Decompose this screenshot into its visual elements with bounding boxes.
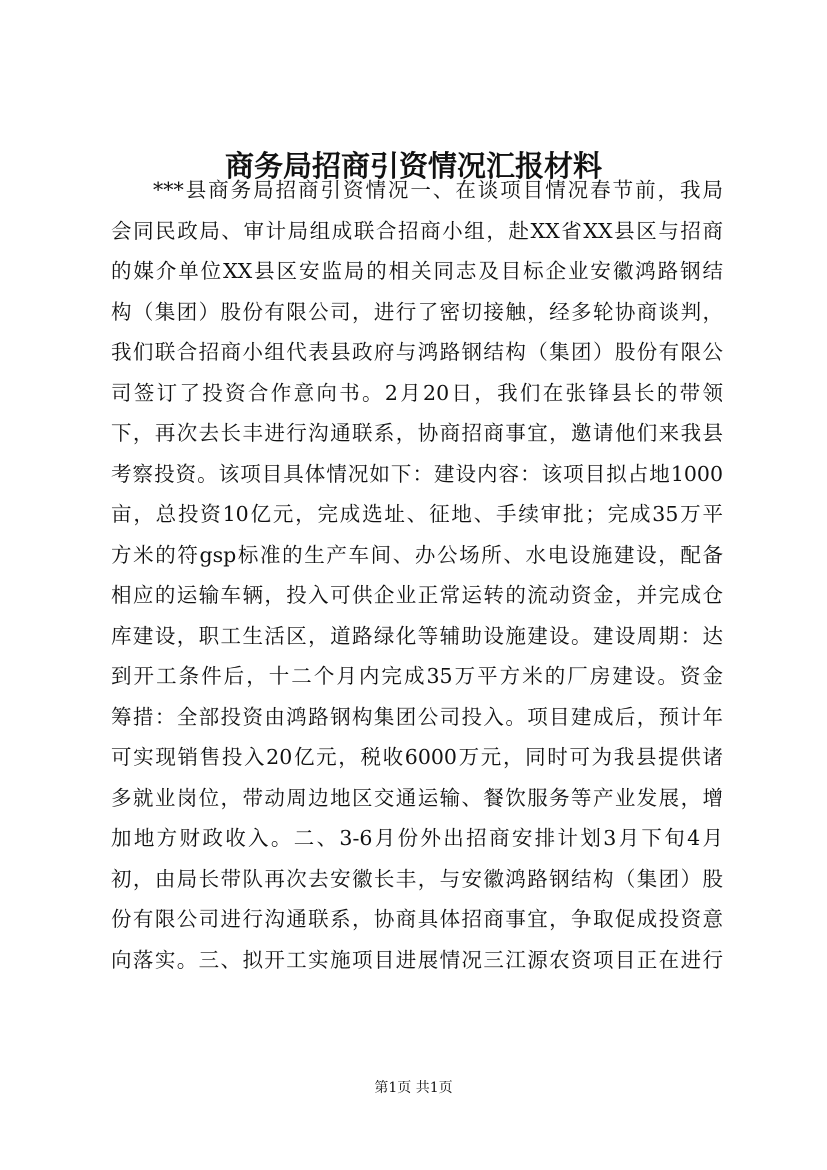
body-line: 向落实。三、拟开工实施项目进展情况三江源农资项目正在进行 — [111, 947, 723, 972]
body-line: 我们联合招商小组代表县政府与鸿路钢结构（集团）股份有限公 — [111, 340, 723, 364]
body-line: 初，由局长带队再次去安徽长丰，与安徽鸿路钢结构（集团）股 — [111, 866, 723, 891]
body-line: 亩，总投资10亿元，完成选址、征地、手续审批；完成35万平 — [111, 502, 723, 526]
document-body — [111, 170, 723, 980]
body-line: 到开工条件后，十二个月内完成35万平方米的厂房建设。资金 — [111, 664, 723, 688]
body-line: 多就业岗位，带动周边地区交通运输、餐饮服务等产业发展，增 — [111, 785, 723, 810]
body-line: 相应的运输车辆，投入可供企业正常运转的流动资金，并完成仓 — [111, 583, 723, 607]
body-line: 构（集团）股份有限公司，进行了密切接触，经多轮协商谈判， — [111, 299, 723, 324]
body-line: 筹措：全部投资由鸿路钢构集团公司投入。项目建成后，预计年 — [111, 704, 723, 729]
body-line: 加地方财政收入。二、3-6月份外出招商安排计划3月下旬4月 — [111, 826, 723, 850]
document-title: 商务局招商引资情况汇报材料 — [224, 149, 602, 183]
body-line: 考察投资。该项目具体情况如下：建设内容：该项目拟占地1000 — [111, 461, 723, 486]
body-line: 可实现销售投入20亿元，税收6000万元，同时可为我县提供诸 — [111, 745, 723, 769]
body-line: 司签订了投资合作意向书。2月20日，我们在张锋县长的带领 — [111, 380, 723, 405]
body-line: 会同民政局、审计局组成联合招商小组，赴XX省XX县区与招商 — [111, 218, 723, 243]
body-line: 份有限公司进行沟通联系，协商具体招商事宜，争取促成投资意 — [111, 907, 723, 931]
body-line: ***县商务局招商引资情况一、在谈项目情况春节前，我局 — [153, 178, 723, 202]
body-line: 下，再次去长丰进行沟通联系，协商招商事宜，邀请他们来我县 — [111, 421, 723, 445]
page-number-footer: 第1页 共1页 — [374, 1080, 453, 1096]
body-line: 的媒介单位XX县区安监局的相关同志及目标企业安徽鸿路钢结 — [111, 259, 723, 283]
body-line: 库建设，职工生活区，道路绿化等辅助设施建设。建设周期：达 — [111, 623, 723, 648]
body-line: 方米的符gsp标准的生产车间、办公场所、水电设施建设，配备 — [111, 542, 723, 567]
